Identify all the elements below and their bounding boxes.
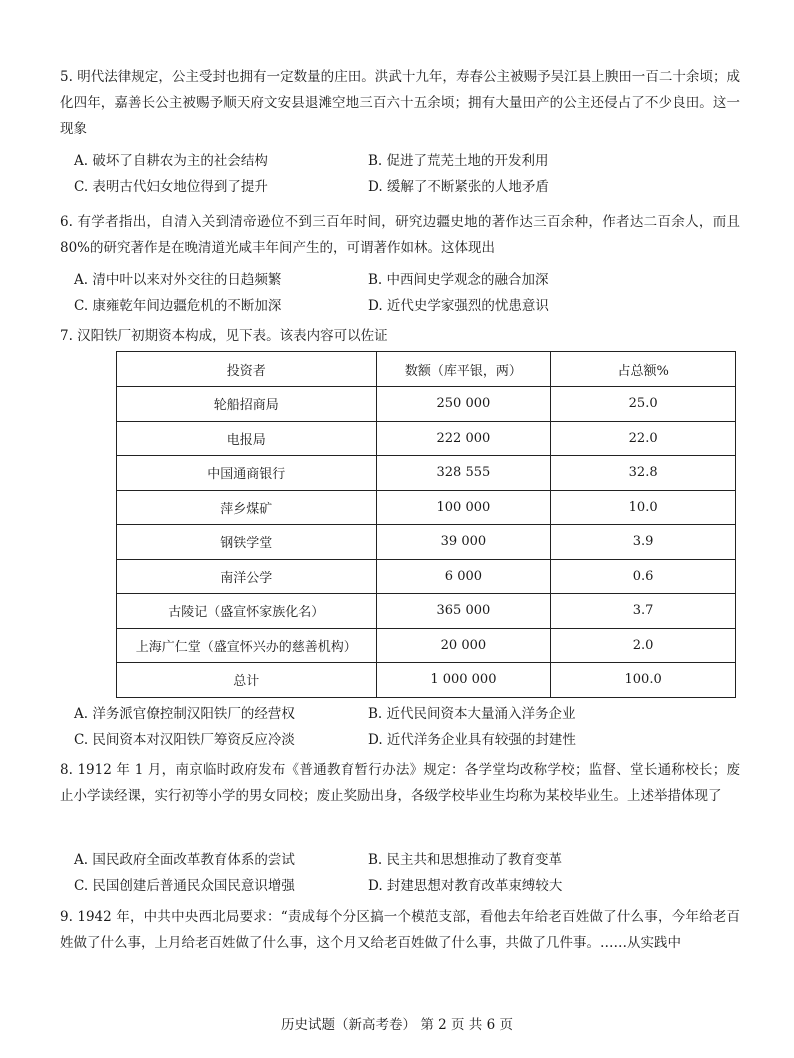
table-cell-amount: 222 000 bbox=[376, 421, 551, 456]
table-cell-investor: 古陵记（盛宣怀家族化名） bbox=[117, 594, 377, 629]
table-header-investor: 投资者 bbox=[117, 352, 377, 387]
question-7-option-d[interactable]: D. 近代洋务企业具有较强的封建性 bbox=[368, 732, 576, 748]
table-cell-amount: 328 555 bbox=[376, 456, 551, 491]
question-6-options bbox=[74, 267, 734, 319]
question-7-options bbox=[74, 701, 734, 753]
investment-table bbox=[116, 351, 736, 698]
table-cell-amount: 6 000 bbox=[376, 559, 551, 594]
table-header-row bbox=[117, 352, 736, 387]
table-cell-percent: 100.0 bbox=[551, 663, 736, 698]
table-row bbox=[117, 594, 736, 629]
table-total-row bbox=[117, 663, 736, 698]
question-7-stem: 7. 汉阳铁厂初期资本构成，见下表。该表内容可以佐证 bbox=[60, 328, 388, 344]
question-9-stem: 9. 1942 年，中共中央西北局要求：“责成每个分区搞一个模范支部，看他去年给老百姓做了什么事，今年给老百姓做了什么事，上月给老百姓做了什么事，这个月又给老百姓做了什么事，共做了几件事。……从实践中 bbox=[60, 909, 740, 951]
table-cell-amount: 100 000 bbox=[376, 490, 551, 525]
table-cell-amount: 39 000 bbox=[376, 525, 551, 560]
table-header-percent: 占总额% bbox=[551, 352, 736, 387]
question-7-option-c[interactable]: C. 民间资本对汉阳铁厂筹资反应冷淡 bbox=[74, 732, 295, 748]
table-cell-investor: 总计 bbox=[117, 663, 377, 698]
question-7-option-b[interactable]: B. 近代民间资本大量涌入洋务企业 bbox=[368, 706, 576, 722]
table-row bbox=[117, 525, 736, 560]
table-row bbox=[117, 559, 736, 594]
question-6-option-d[interactable]: D. 近代史学家强烈的忧患意识 bbox=[368, 298, 549, 314]
question-5-option-a[interactable]: A. 破坏了自耕农为主的社会结构 bbox=[74, 153, 268, 169]
table-cell-percent: 10.0 bbox=[551, 490, 736, 525]
table-header-amount: 数额（库平银，两） bbox=[376, 352, 551, 387]
table-cell-percent: 2.0 bbox=[551, 628, 736, 663]
table-cell-investor: 轮船招商局 bbox=[117, 387, 377, 422]
table-cell-investor: 电报局 bbox=[117, 421, 377, 456]
question-6-stem: 6. 有学者指出，自清入关到清帝逊位不到三百年时间，研究边疆史地的著作达三百余种，作者达二百余人，而且 80%的研究著作是在晚清道光咸丰年间产生的，可谓著作如林。这体现出 bbox=[60, 214, 740, 256]
question-5-option-d[interactable]: D. 缓解了不断紧张的人地矛盾 bbox=[368, 179, 549, 195]
table-cell-amount: 20 000 bbox=[376, 628, 551, 663]
page-footer: 历史试题（新高考卷） 第 2 页 共 6 页 bbox=[281, 1017, 513, 1033]
table-cell-percent: 25.0 bbox=[551, 387, 736, 422]
table-cell-amount: 1 000 000 bbox=[376, 663, 551, 698]
question-8-option-b[interactable]: B. 民主共和思想推动了教育变革 bbox=[368, 852, 563, 868]
table-row bbox=[117, 387, 736, 422]
question-8-option-a[interactable]: A. 国民政府全面改革教育体系的尝试 bbox=[74, 852, 295, 868]
table-cell-percent: 3.9 bbox=[551, 525, 736, 560]
question-5-options bbox=[74, 148, 734, 200]
question-6-option-b[interactable]: B. 中西间史学观念的融合加深 bbox=[368, 272, 549, 288]
table-cell-percent: 0.6 bbox=[551, 559, 736, 594]
table-row bbox=[117, 421, 736, 456]
table-row bbox=[117, 628, 736, 663]
table-cell-percent: 32.8 bbox=[551, 456, 736, 491]
question-6-option-c[interactable]: C. 康雍乾年间边疆危机的不断加深 bbox=[74, 298, 282, 314]
table-cell-amount: 365 000 bbox=[376, 594, 551, 629]
question-5-option-b[interactable]: B. 促进了荒芜土地的开发利用 bbox=[368, 153, 549, 169]
question-5-stem: 5. 明代法律规定，公主受封也拥有一定数量的庄田。洪武十九年，寿春公主被赐予吴江县上腴田一百二十余顷；成化四年，嘉善长公主被赐予顺天府文安县退滩空地三百六十五余顷；拥有大量田产的公主还侵占了不少良田。这一现象 bbox=[60, 69, 740, 137]
question-6-option-a[interactable]: A. 清中叶以来对外交往的日趋频繁 bbox=[74, 272, 282, 288]
table-cell-investor: 上海广仁堂（盛宣怀兴办的慈善机构） bbox=[117, 628, 377, 663]
table-cell-investor: 钢铁学堂 bbox=[117, 525, 377, 560]
question-7-option-a[interactable]: A. 洋务派官僚控制汉阳铁厂的经营权 bbox=[74, 706, 295, 722]
question-8-options bbox=[74, 847, 734, 899]
question-5-option-c[interactable]: C. 表明古代妇女地位得到了提升 bbox=[74, 179, 268, 195]
table-cell-amount: 250 000 bbox=[376, 387, 551, 422]
table-cell-investor: 南洋公学 bbox=[117, 559, 377, 594]
question-8-stem: 8. 1912 年 1 月，南京临时政府发布《普通教育暂行办法》规定：各学堂均改称学校；监督、堂长通称校长；废止小学读经课，实行初等小学的男女同校；废止奖励出身，各级学校毕业生均称为某校毕业生。上述举措体现了 bbox=[60, 762, 740, 804]
question-8-option-c[interactable]: C. 民国创建后普通民众国民意识增强 bbox=[74, 878, 295, 894]
table-cell-investor: 萍乡煤矿 bbox=[117, 490, 377, 525]
table-cell-percent: 3.7 bbox=[551, 594, 736, 629]
question-8-option-d[interactable]: D. 封建思想对教育改革束缚较大 bbox=[368, 878, 563, 894]
table-row bbox=[117, 456, 736, 491]
table-cell-investor: 中国通商银行 bbox=[117, 456, 377, 491]
table-row bbox=[117, 490, 736, 525]
table-cell-percent: 22.0 bbox=[551, 421, 736, 456]
